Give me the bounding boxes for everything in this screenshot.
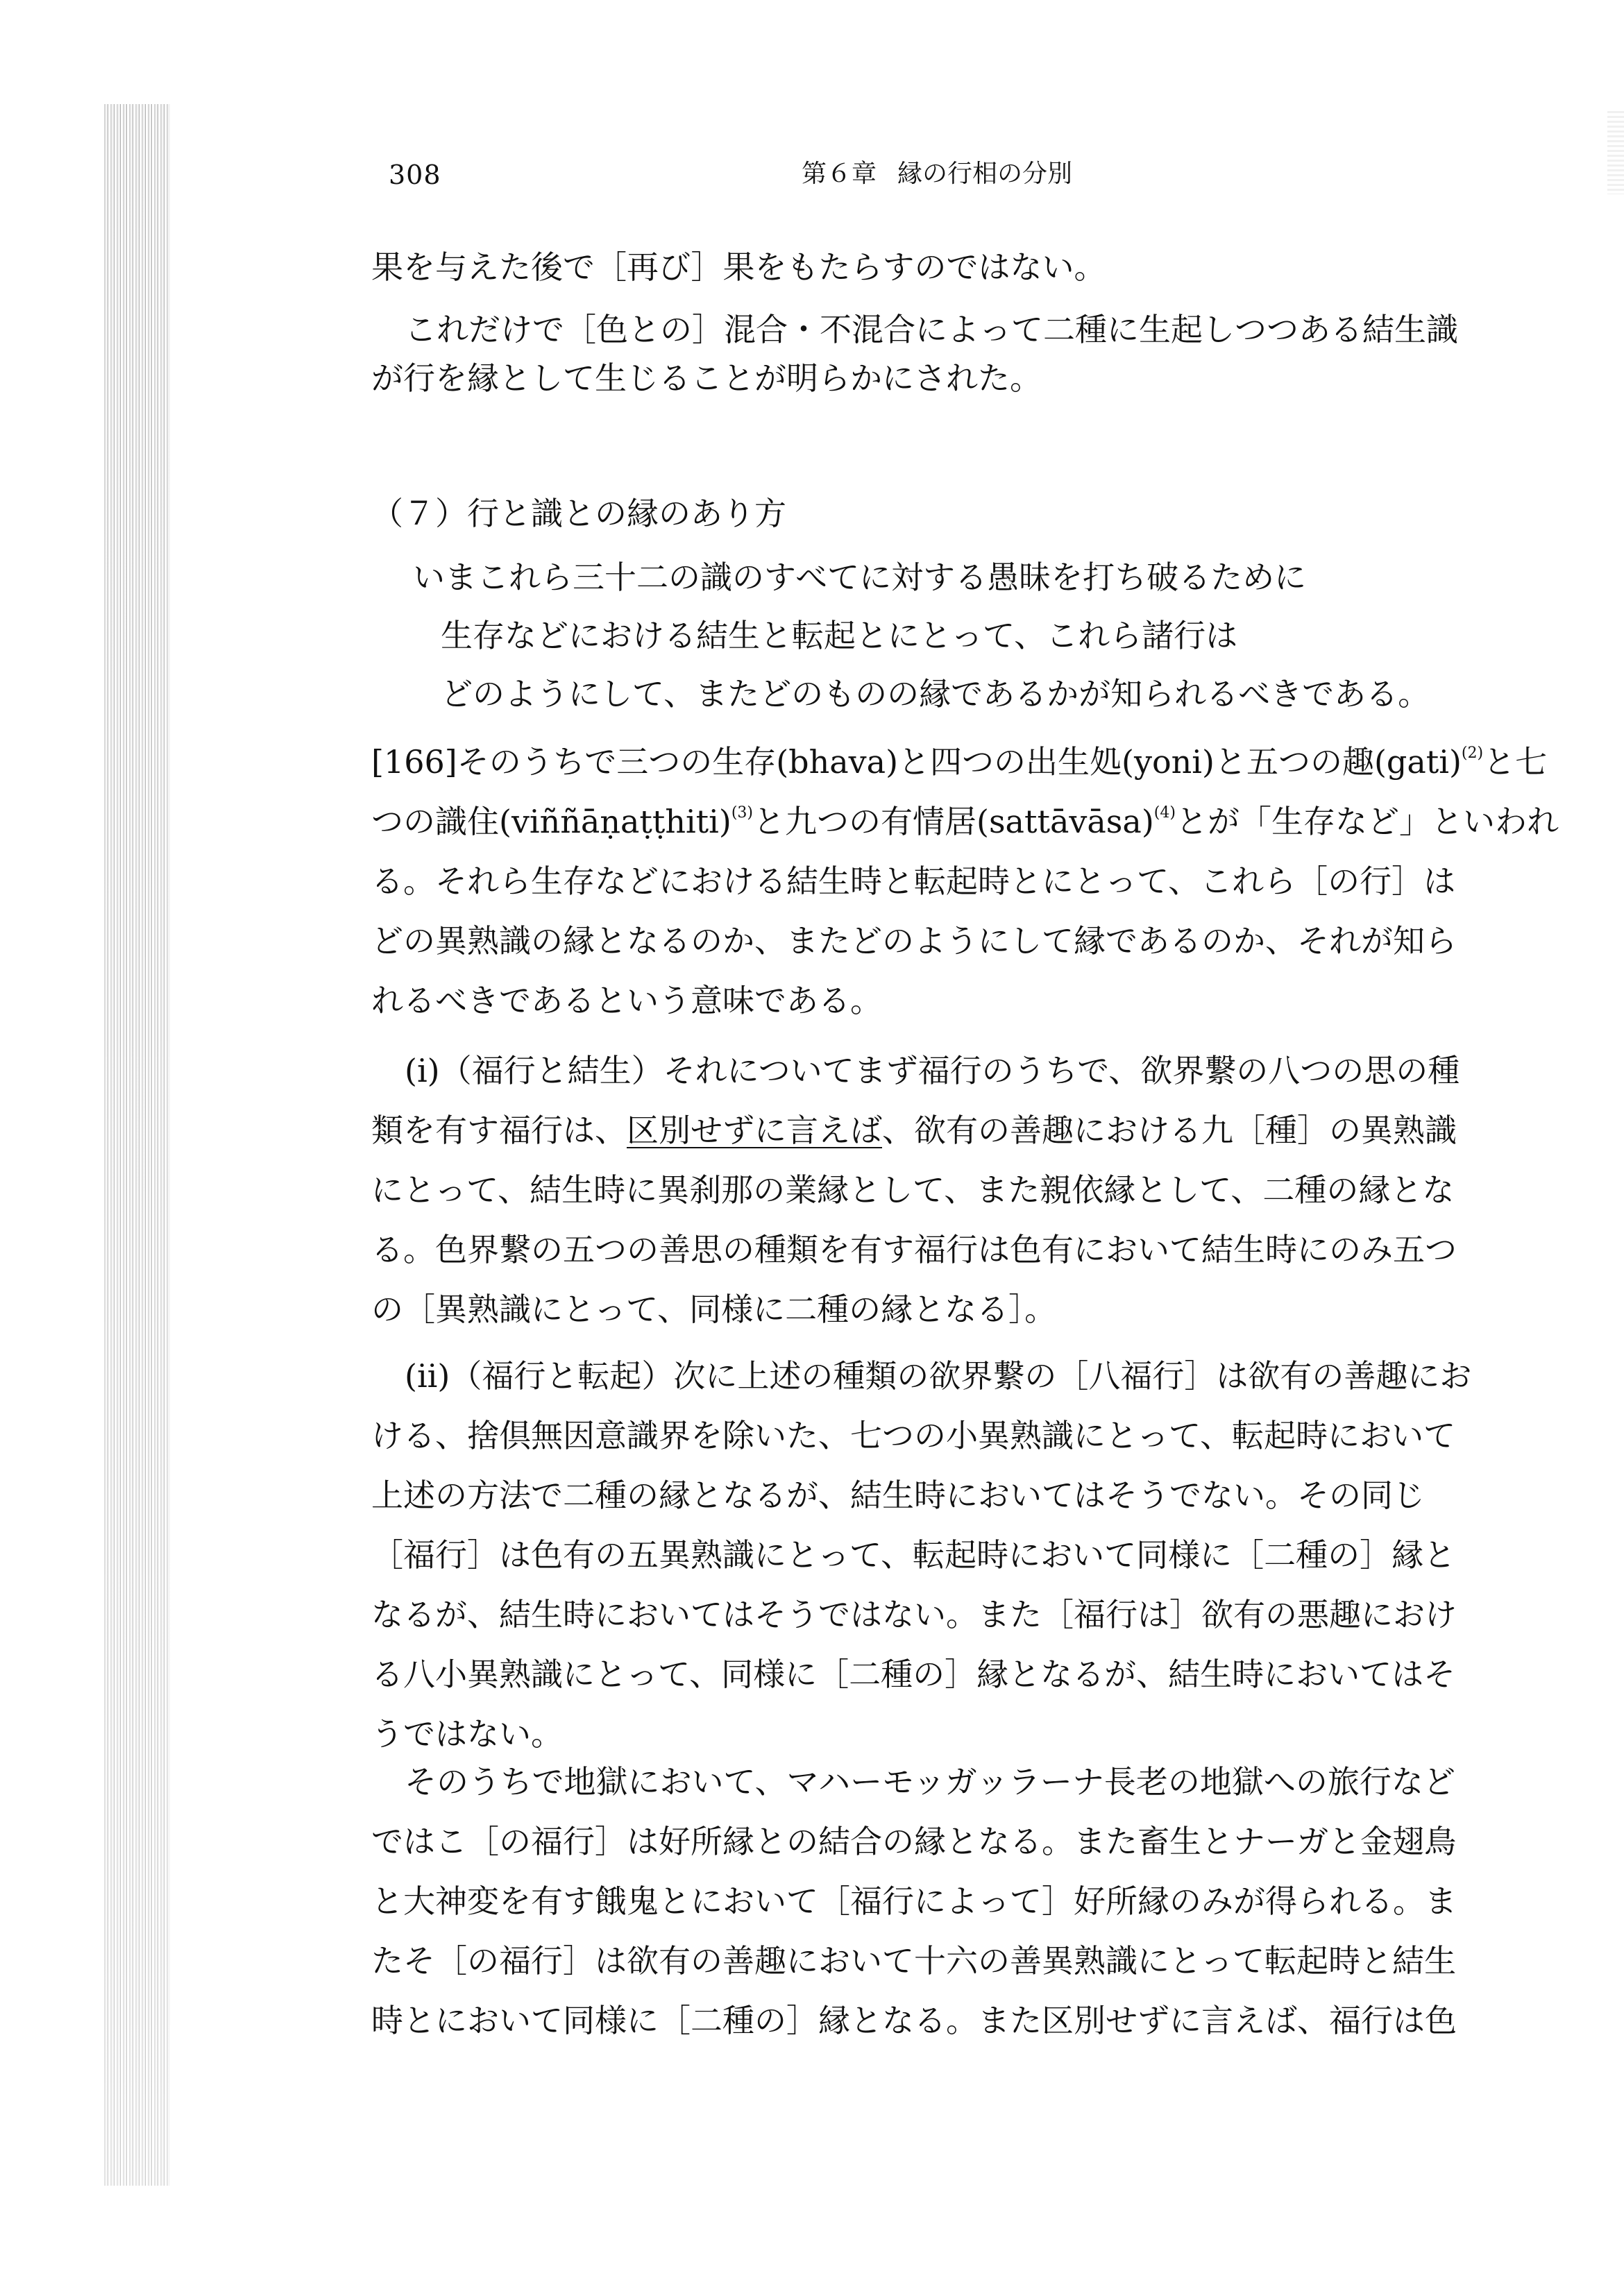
page-number: 308: [389, 160, 441, 190]
page-edge-noise: [1607, 111, 1624, 194]
text-line: そのうちで地獄において、マハーモッガッラーナ長老の地獄への旅行など: [405, 1763, 1455, 1801]
running-head-chapter: 第６章: [802, 160, 877, 188]
text-line: (ii)（福行と転起）次に上述の種類の欲界繋の［八福行］は欲有の善趣にお: [405, 1357, 1472, 1395]
text-line: [371, 732, 1565, 792]
text-line: 果を与えた後で［再び］果をもたらすのではない。: [371, 248, 1106, 286]
text-line: にとって、結生時に異刹那の業縁として、また親依縁として、二種の縁とな: [371, 1171, 1455, 1209]
verse-line: どのようにして、またどのものの縁であるかが知られるべきである。: [441, 675, 1430, 713]
text-run: と七: [1483, 743, 1548, 781]
text-line: どの異熟識の縁となるのか、またどのようにして縁であるのか、それが知ら: [371, 922, 1457, 960]
footnote-ref[interactable]: (3): [731, 804, 753, 822]
text-line: る八小異熟識にとって、同様に［二種の］縁となるが、結生時においてはそ: [371, 1656, 1456, 1693]
text-run: 、欲有の善趣における九［種］の異熟識: [882, 1112, 1457, 1149]
underlined-phrase: 区別せずに言えば: [627, 1112, 882, 1149]
paragraph-2: [371, 305, 1565, 402]
text-line: ける、捨倶無因意識界を除いた、七つの小異熟識にとって、転起時において: [371, 1417, 1456, 1454]
text-line: ［福行］は色有の五異熟識にとって、転起時において同様に［二種の］縁と: [371, 1536, 1456, 1574]
text-line: 時とにおいて同様に［二種の］縁となる。また区別せずに言えば、福行は色: [371, 2002, 1457, 2039]
text-line: なるが、結生時においてはそうではない。また［福行は］欲有の悪趣におけ: [371, 1596, 1457, 1633]
text-run: と九つの有情居(sattāvāsa): [753, 803, 1154, 840]
text-line: の［異熟識にとって、同様に二種の縁となる］。: [371, 1291, 1057, 1328]
text-run: とが「生存など」といわれ: [1175, 803, 1559, 840]
paragraph-1: [371, 243, 1565, 291]
text-line: これだけで［色との］混合・不混合によって二種に生起しつつある結生識: [405, 311, 1458, 348]
binding-gutter-fade: [104, 104, 170, 2186]
running-head-title: 縁の行相の分別: [897, 160, 1073, 188]
footnote-ref[interactable]: (2): [1461, 745, 1484, 762]
text-line: と大神変を有す餓鬼とにおいて［福行によって］好所縁のみが得られる。ま: [371, 1882, 1457, 1920]
text-line: る。色界繋の五つの善思の種類を有す福行は色有において結生時にのみ五つ: [371, 1231, 1457, 1268]
text-line: (i)（福行と結生）それについてまず福行のうちで、欲界繋の八つの思の種: [405, 1052, 1460, 1089]
text-run: 類を有す福行は、: [371, 1112, 627, 1149]
text-line: る。それら生存などにおける結生時と転起時とにとって、これら［の行］は: [371, 862, 1456, 900]
text-line: たそ［の福行］は欲有の善趣において十六の善異熟識にとって転起時と結生: [371, 1942, 1457, 1980]
text-line: が行を縁として生じることが明らかにされた。: [371, 359, 1042, 397]
running-head: [802, 154, 1072, 189]
section-heading: [371, 489, 1565, 538]
paragraph-5: [371, 1346, 1565, 1764]
verse-line: いまこれら三十二の識のすべてに対する愚昧を打ち破るために: [413, 559, 1307, 596]
text-line: れるべきであるという意味である。: [371, 982, 882, 1019]
text-run: つの識住(viññāṇaṭṭhiti): [371, 803, 731, 840]
text-line: うではない。: [371, 1715, 563, 1753]
verse-block: [371, 548, 1565, 723]
text-line: ではこ［の福行］は好所縁との結合の縁となる。また畜生とナーガと金翅鳥: [371, 1823, 1457, 1860]
paragraph-6: [371, 1752, 1565, 2050]
verse-line: 生存などにおける結生と転起とにとって、これら諸行は: [441, 617, 1238, 654]
text-line: 上述の方法で二種の縁となるが、結生時においてはそうでない。その同じ: [371, 1477, 1425, 1514]
text-line: [371, 792, 1565, 851]
text-line: [371, 1100, 1565, 1160]
footnote-ref[interactable]: (4): [1153, 804, 1176, 822]
section-heading-text: （７）行と識との縁のあり方: [371, 495, 786, 532]
paragraph-4: [371, 1041, 1565, 1339]
text-run: [166]そのうちで三つの生存(bhava)と四つの出生処(yoni)と五つの趣(gati): [371, 743, 1462, 781]
paragraph-3: [371, 732, 1565, 1030]
